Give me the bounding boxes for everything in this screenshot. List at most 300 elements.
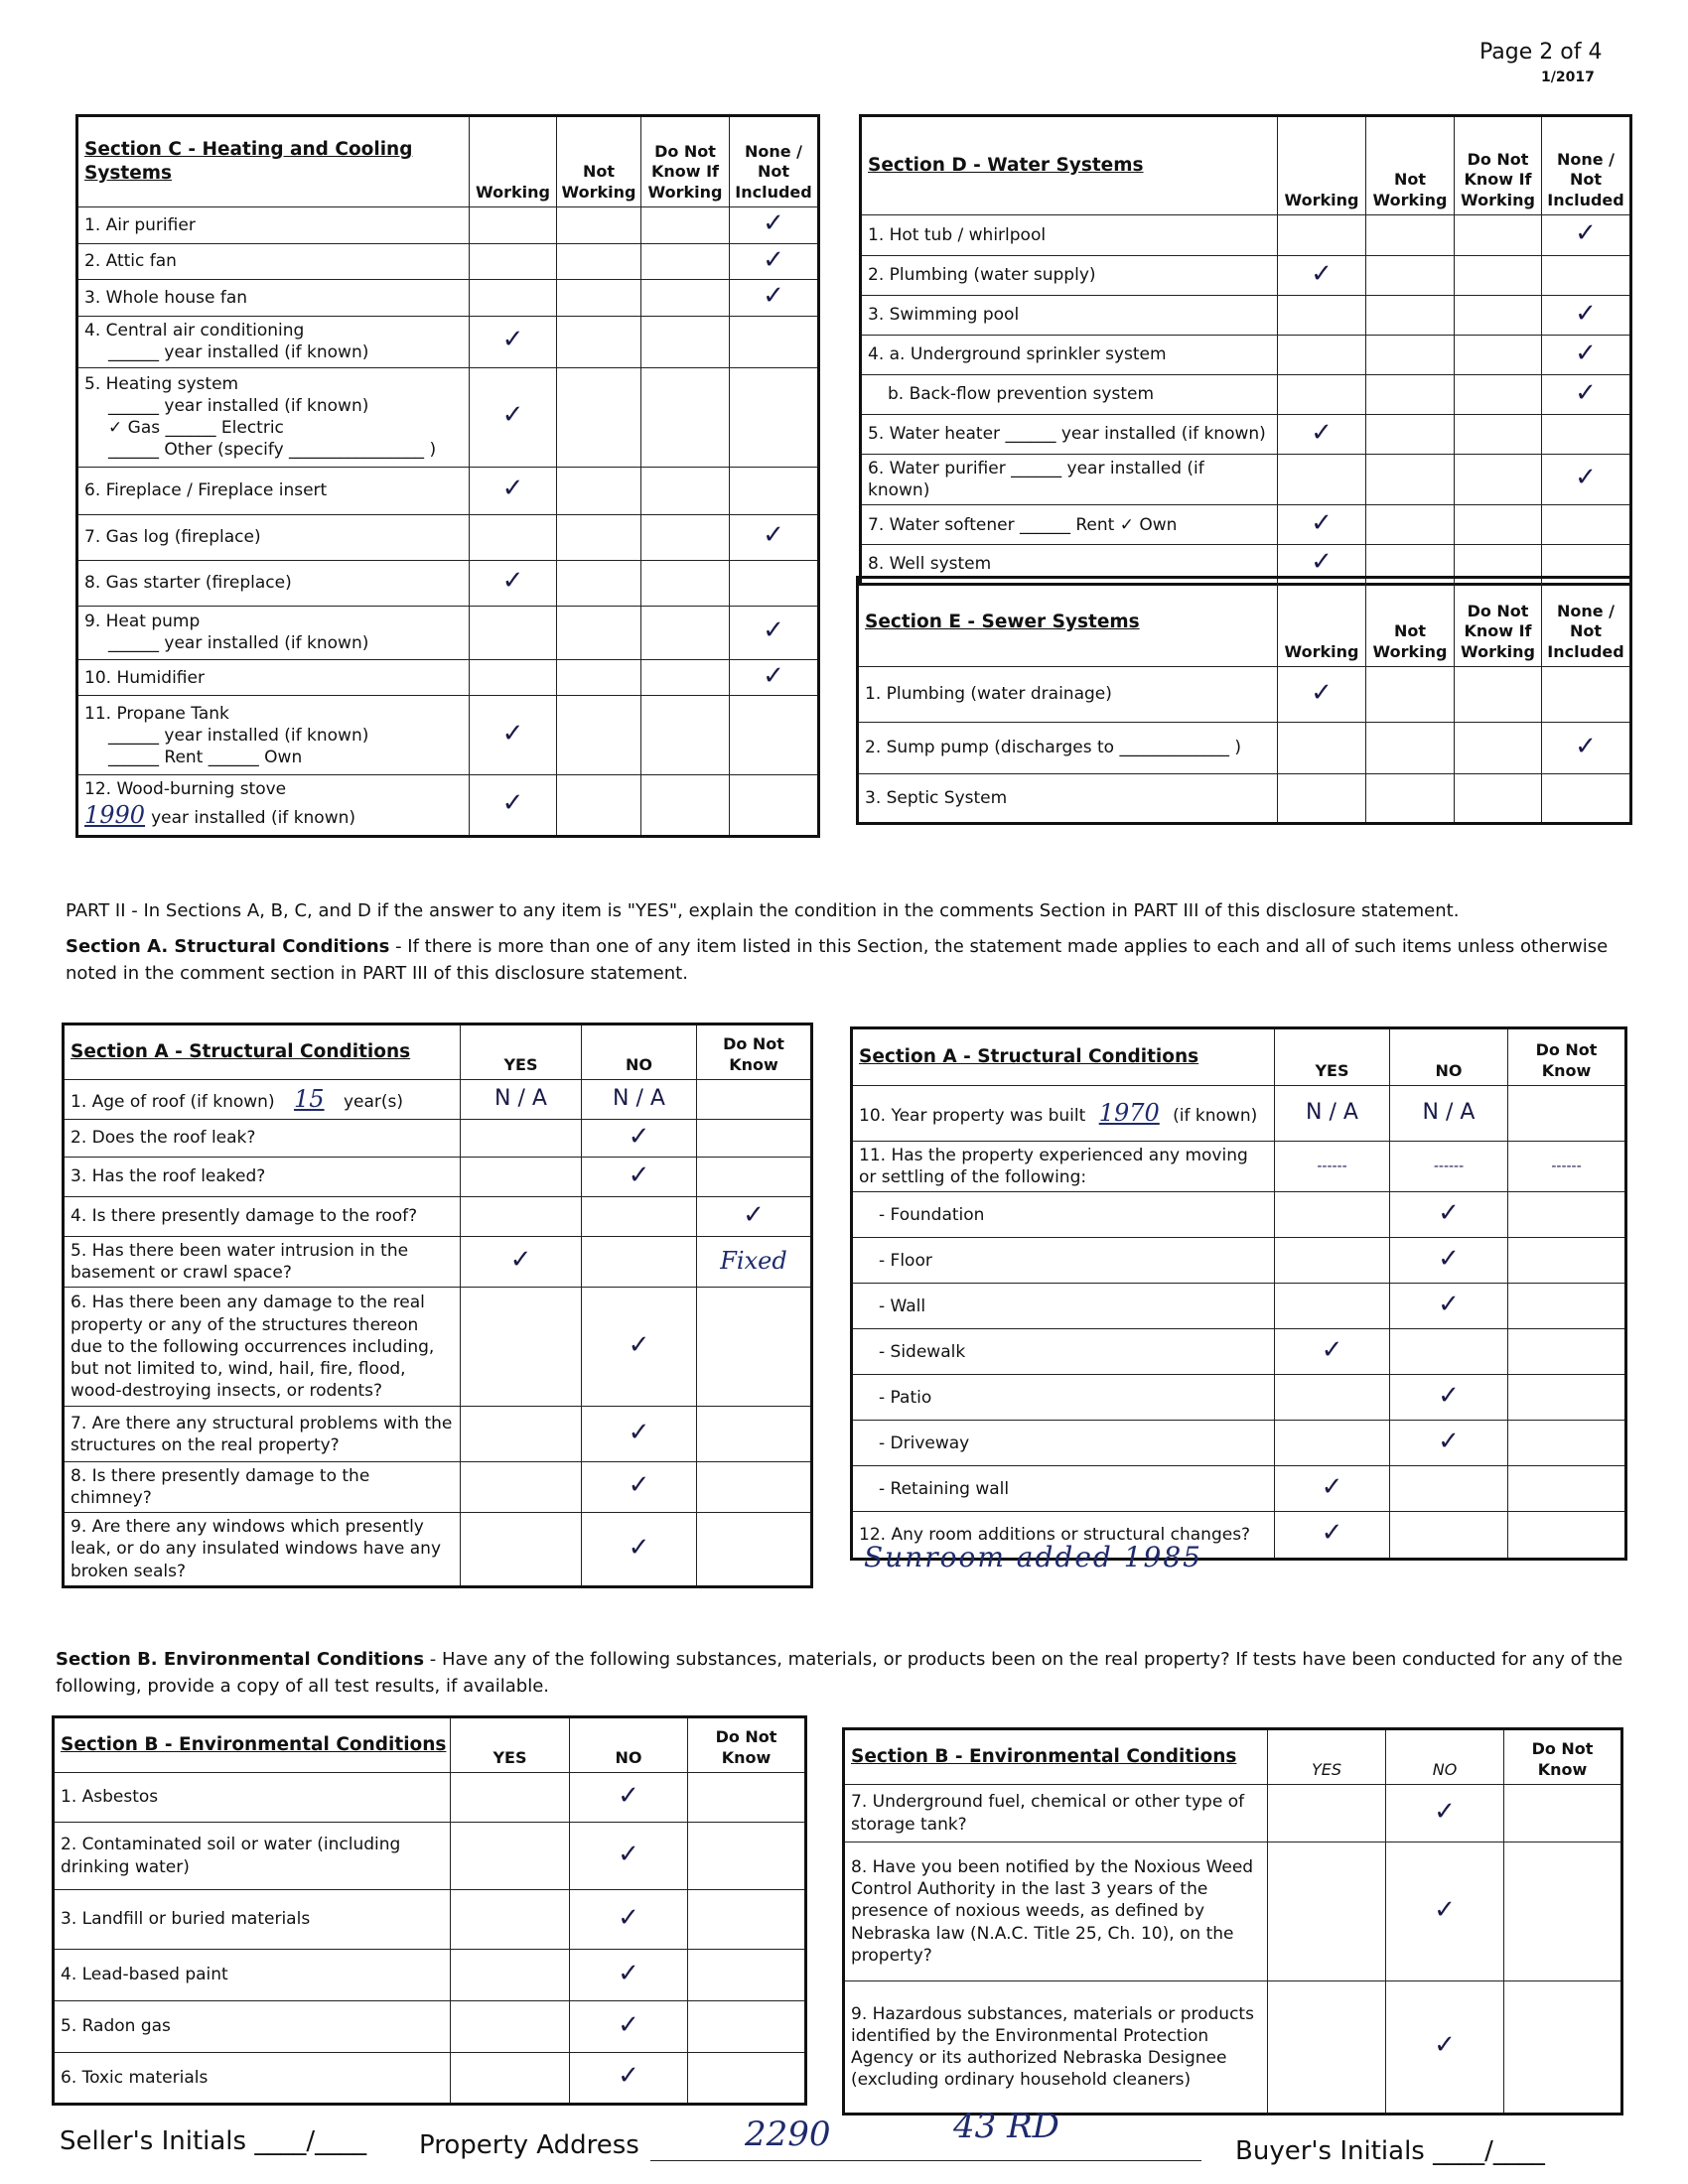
checkmark-icon: ✓: [1575, 377, 1597, 408]
answer-cell[interactable]: [688, 2053, 806, 2105]
item-label-line: 3. Whole house fan: [84, 287, 248, 308]
answer-cell[interactable]: [1366, 415, 1455, 455]
table-row: [77, 243, 819, 280]
answer-cell[interactable]: [461, 1462, 582, 1513]
item-label-line: 1. Air purifier: [84, 214, 196, 235]
col-do-not-know: Do Not Know: [1504, 1729, 1622, 1785]
col-not-working: Not Working: [1366, 578, 1455, 667]
answer-cell[interactable]: [557, 775, 641, 836]
answer-cell[interactable]: [730, 560, 819, 606]
answer-cell[interactable]: [641, 560, 730, 606]
table-row: [852, 1375, 1626, 1421]
answer-cell[interactable]: [1508, 1238, 1626, 1284]
answer-cell[interactable]: [451, 1950, 570, 2001]
answer-cell[interactable]: [470, 467, 557, 514]
answer-cell[interactable]: [557, 467, 641, 514]
answer-cell[interactable]: [730, 696, 819, 775]
item-label: [77, 367, 470, 467]
answer-cell[interactable]: [641, 467, 730, 514]
property-address-line[interactable]: [650, 2160, 1201, 2161]
answer-cell[interactable]: [641, 659, 730, 696]
answer-cell[interactable]: [1366, 505, 1455, 545]
checkmark-icon: ✓: [1434, 2030, 1456, 2061]
answer-cell[interactable]: [470, 243, 557, 280]
item-label: [858, 774, 1278, 824]
answer-cell[interactable]: [641, 207, 730, 244]
section-b-intro: [56, 1646, 1634, 1700]
checkmark-icon: ✓: [1438, 1289, 1460, 1319]
answer-cell[interactable]: [1268, 1981, 1386, 2115]
answer-cell[interactable]: [557, 696, 641, 775]
answer-cell[interactable]: [641, 775, 730, 836]
item-label: [64, 1120, 461, 1158]
answer-cell[interactable]: [1390, 1284, 1508, 1329]
answer-cell[interactable]: [1508, 1192, 1626, 1238]
answer-cell[interactable]: [582, 1237, 697, 1288]
item-label: [54, 1950, 451, 2001]
property-address-street: 43 RD: [953, 2107, 1059, 2146]
answer-cell[interactable]: [730, 316, 819, 367]
col-no: NO: [570, 1717, 688, 1773]
answer-cell[interactable]: [1504, 1785, 1622, 1843]
additions-note: Sunroom added 1985: [864, 1541, 1202, 1573]
item-label: [861, 505, 1278, 545]
property-address-number: 2290: [745, 2115, 831, 2154]
answer-cell[interactable]: [1455, 774, 1542, 824]
table-row: [64, 1197, 812, 1237]
answer-cell[interactable]: [451, 1773, 570, 1823]
answer-cell[interactable]: [1542, 723, 1631, 774]
answer-cell[interactable]: [641, 514, 730, 560]
item-label-line: ______ year installed (if known): [108, 725, 369, 746]
answer-cell[interactable]: [461, 1120, 582, 1158]
answer-cell[interactable]: [557, 514, 641, 560]
checkmark-icon: ✓: [1321, 1518, 1343, 1549]
checkmark-icon: ✓: [1311, 417, 1333, 448]
item-label-line: - Sidewalk: [879, 1341, 966, 1362]
item-label: [861, 415, 1278, 455]
answer-cell[interactable]: [1275, 1512, 1390, 1560]
answer-cell[interactable]: [688, 1950, 806, 2001]
item-label-line: 8. Have you been notified by the Noxious Weed Control Authority in the last 3 years of the presence of noxious weeds, as defined by Nebraska law (N.A.C. Title 25, Ch. 10), on the property?: [851, 1857, 1254, 1966]
table-row: [861, 455, 1631, 505]
answer-cell[interactable]: [1278, 296, 1366, 336]
checkmark-icon: ✓: [1311, 547, 1333, 578]
answer-cell[interactable]: [570, 2053, 688, 2105]
answer-cell[interactable]: [1508, 1329, 1626, 1375]
answer-cell[interactable]: [1542, 215, 1631, 256]
answer-cell[interactable]: [1390, 1329, 1508, 1375]
answer-cell[interactable]: [1542, 336, 1631, 375]
checkmark-icon: ✓: [763, 281, 784, 312]
section-c-table: [75, 114, 820, 838]
item-label-line: - Wall: [879, 1296, 926, 1316]
answer-cell[interactable]: [641, 606, 730, 659]
item-label-line: ______ year installed (if known): [108, 342, 369, 363]
answer-cell[interactable]: [688, 2001, 806, 2053]
answer-cell[interactable]: [557, 659, 641, 696]
answer-cell[interactable]: [461, 1237, 582, 1288]
item-label-line: 8. Is there presently damage to the chimney?: [70, 1466, 370, 1509]
answer-cell[interactable]: [570, 1890, 688, 1950]
answer-cell[interactable]: [730, 207, 819, 244]
answer-cell[interactable]: [1366, 375, 1455, 415]
answer-cell[interactable]: [1390, 1375, 1508, 1421]
answer-cell[interactable]: [1366, 215, 1455, 256]
answer-cell[interactable]: [1455, 336, 1542, 375]
answer-cell[interactable]: [730, 514, 819, 560]
checkmark-icon: ✓: [1311, 507, 1333, 538]
answer-cell[interactable]: [1278, 505, 1366, 545]
col-yes: YES: [461, 1024, 582, 1080]
item-label: [77, 696, 470, 775]
table-row: [77, 514, 819, 560]
answer-cell[interactable]: [1278, 375, 1366, 415]
item-label-line: 8. Gas starter (fireplace): [84, 573, 292, 594]
item-label: [852, 1192, 1275, 1238]
item-label-line: 8. Well system: [868, 554, 992, 575]
answer-cell[interactable]: [1455, 455, 1542, 505]
table-row: [858, 723, 1631, 774]
answer-cell[interactable]: [1542, 774, 1631, 824]
table-row: [844, 1785, 1622, 1843]
answer-cell[interactable]: [461, 1197, 582, 1237]
answer-cell[interactable]: [1386, 1843, 1504, 1981]
table-row: [64, 1080, 812, 1120]
buyer-initials[interactable]: Buyer's Initials ____/____: [1235, 2136, 1545, 2166]
checkmark-icon: ✓: [1438, 1426, 1460, 1456]
item-label-line: 5. Heating system: [84, 374, 239, 395]
item-label-line: ______ year installed (if known): [108, 633, 369, 654]
answer-cell[interactable]: [697, 1407, 812, 1462]
checkmark-icon: ✓: [763, 660, 784, 691]
answer-cell[interactable]: [1366, 455, 1455, 505]
answer-cell[interactable]: [1504, 1843, 1622, 1981]
answer-cell[interactable]: [1455, 215, 1542, 256]
answer-cell[interactable]: [1390, 1466, 1508, 1512]
item-label: [844, 1981, 1268, 2115]
answer-cell[interactable]: [1278, 215, 1366, 256]
item-label-line: 6. Water purifier ______ year installed (if known): [868, 459, 1204, 501]
answer-cell[interactable]: [570, 1823, 688, 1890]
answer-cell[interactable]: [697, 1158, 812, 1197]
section-a-table-left: [62, 1023, 813, 1588]
settling-question: 11. Has the property experienced any moving or settling of the following:: [852, 1142, 1275, 1192]
table-row: [77, 696, 819, 775]
table-row: [852, 1192, 1626, 1238]
yes-cell: N / A: [1275, 1086, 1390, 1142]
answer-cell[interactable]: [697, 1288, 812, 1407]
answer-cell[interactable]: [1366, 336, 1455, 375]
answer-cell[interactable]: [1278, 667, 1366, 723]
answer-cell[interactable]: [697, 1120, 812, 1158]
answer-cell[interactable]: [1278, 455, 1366, 505]
table-row: [77, 467, 819, 514]
answer-cell[interactable]: [1508, 1466, 1626, 1512]
dnk-cell: [1508, 1086, 1626, 1142]
answer-cell[interactable]: [557, 280, 641, 317]
checkmark-icon: ✓: [501, 719, 524, 750]
checkmark-icon: ✓: [618, 2061, 639, 2092]
table-row: [852, 1421, 1626, 1466]
answer-cell[interactable]: [582, 1288, 697, 1407]
table-row: [861, 296, 1631, 336]
answer-cell[interactable]: [1390, 1512, 1508, 1560]
section-b-title: Section B - Environmental Conditions: [844, 1729, 1268, 1785]
answer-cell[interactable]: [1278, 415, 1366, 455]
answer-cell[interactable]: [1390, 1421, 1508, 1466]
checkmark-icon: ✓: [618, 1958, 639, 1988]
item-label-line: - Foundation: [879, 1204, 985, 1225]
table-row: [77, 606, 819, 659]
answer-cell[interactable]: [1542, 375, 1631, 415]
dnk-cell: [697, 1080, 812, 1120]
table-row: [844, 1843, 1622, 1981]
answer-cell[interactable]: [730, 280, 819, 317]
item-label: [861, 336, 1278, 375]
item-label: [852, 1284, 1275, 1329]
item-label-line: - Floor: [879, 1250, 932, 1271]
answer-cell[interactable]: [730, 367, 819, 467]
answer-cell[interactable]: [1504, 1981, 1622, 2115]
answer-cell[interactable]: [730, 243, 819, 280]
page-number: Page 2 of 4: [1479, 40, 1603, 65]
answer-cell[interactable]: [470, 280, 557, 317]
yes-cell: N / A: [461, 1080, 582, 1120]
answer-cell[interactable]: [641, 243, 730, 280]
answer-cell[interactable]: [730, 606, 819, 659]
col-working: Working: [1278, 578, 1366, 667]
checkmark-icon: ✓: [1438, 1243, 1460, 1274]
answer-cell[interactable]: [570, 1773, 688, 1823]
answer-cell[interactable]: [1455, 375, 1542, 415]
table-row: [77, 560, 819, 606]
answer-cell[interactable]: [1275, 1375, 1390, 1421]
checkmark-icon: ✓: [501, 400, 524, 431]
no-cell: ------: [1390, 1142, 1508, 1192]
answer-cell[interactable]: [461, 1288, 582, 1407]
item-label-line: 2. Contaminated soil or water (including drinking water): [61, 1835, 401, 1877]
answer-cell[interactable]: [461, 1513, 582, 1586]
answer-cell[interactable]: [470, 560, 557, 606]
answer-cell[interactable]: [557, 207, 641, 244]
answer-cell[interactable]: [1508, 1421, 1626, 1466]
item-label-line: ✓ Gas ______ Electric: [108, 418, 284, 439]
answer-cell[interactable]: [1278, 774, 1366, 824]
table-row: [54, 1773, 806, 1823]
answer-cell[interactable]: [697, 1462, 812, 1513]
col-not-working: Not Working: [1366, 116, 1455, 215]
answer-cell[interactable]: [1390, 1192, 1508, 1238]
table-row: [77, 280, 819, 317]
no-cell: N / A: [1390, 1086, 1508, 1142]
answer-cell[interactable]: [1268, 1785, 1386, 1843]
table-row: [852, 1466, 1626, 1512]
answer-cell[interactable]: [461, 1407, 582, 1462]
item-label: [77, 467, 470, 514]
checkmark-icon: ✓: [628, 1121, 650, 1152]
answer-cell[interactable]: [570, 2001, 688, 2053]
answer-cell[interactable]: [1508, 1284, 1626, 1329]
table-row: [64, 1120, 812, 1158]
answer-cell[interactable]: [1275, 1329, 1390, 1375]
item-label-line: 12. Wood-burning stove: [84, 779, 287, 800]
checkmark-icon: ✓: [1575, 218, 1597, 249]
answer-cell[interactable]: [582, 1407, 697, 1462]
col-no: NO: [582, 1024, 697, 1080]
answer-cell[interactable]: [1275, 1421, 1390, 1466]
answer-cell[interactable]: [1455, 415, 1542, 455]
answer-cell[interactable]: [470, 316, 557, 367]
checkmark-icon: ✓: [501, 325, 524, 355]
answer-cell[interactable]: [1455, 296, 1542, 336]
answer-cell[interactable]: [641, 280, 730, 317]
checkmark-icon: ✓: [628, 1329, 650, 1360]
answer-cell[interactable]: [730, 659, 819, 696]
answer-cell[interactable]: [470, 775, 557, 836]
col-yes: YES: [1275, 1028, 1390, 1086]
answer-cell[interactable]: [1542, 505, 1631, 545]
item-label-line: 11. Propane Tank: [84, 703, 229, 724]
answer-cell[interactable]: [1278, 336, 1366, 375]
item-label: [64, 1288, 461, 1407]
table-row: [77, 316, 819, 367]
answer-cell[interactable]: [1275, 1238, 1390, 1284]
answer-cell[interactable]: [557, 560, 641, 606]
seller-initials[interactable]: Seller's Initials ____/____: [60, 2126, 367, 2156]
item-label: [54, 2001, 451, 2053]
answer-cell[interactable]: [557, 243, 641, 280]
col-no: NO: [1390, 1028, 1508, 1086]
item-label: [77, 280, 470, 317]
answer-cell[interactable]: [470, 367, 557, 467]
item-label: [852, 1421, 1275, 1466]
item-label-line: 4. Is there presently damage to the roof?: [70, 1206, 418, 1227]
table-row: [852, 1086, 1626, 1142]
answer-cell[interactable]: [688, 1823, 806, 1890]
answer-cell[interactable]: [470, 207, 557, 244]
answer-cell[interactable]: [1542, 667, 1631, 723]
answer-cell[interactable]: [697, 1513, 812, 1586]
checkmark-icon: ✓: [763, 244, 784, 275]
col-none: None / Not Included: [730, 116, 819, 207]
answer-cell[interactable]: [582, 1120, 697, 1158]
answer-cell[interactable]: [470, 606, 557, 659]
answer-cell[interactable]: [1455, 667, 1542, 723]
answer-cell[interactable]: [1366, 774, 1455, 824]
answer-cell[interactable]: [688, 1773, 806, 1823]
answer-cell[interactable]: [1275, 1466, 1390, 1512]
answer-cell[interactable]: [1508, 1375, 1626, 1421]
answer-cell[interactable]: [1366, 723, 1455, 774]
answer-cell[interactable]: [1542, 415, 1631, 455]
table-row: [54, 1890, 806, 1950]
answer-cell[interactable]: [570, 1950, 688, 2001]
table-row: [64, 1462, 812, 1513]
answer-cell[interactable]: [451, 2001, 570, 2053]
item-label: [852, 1329, 1275, 1375]
checkmark-icon: ✓: [628, 1417, 650, 1447]
answer-cell[interactable]: [461, 1158, 582, 1197]
answer-cell[interactable]: [1366, 296, 1455, 336]
answer-cell[interactable]: [582, 1462, 697, 1513]
item-label-line: [84, 800, 463, 831]
answer-cell[interactable]: [1366, 667, 1455, 723]
answer-cell[interactable]: [1275, 1192, 1390, 1238]
item-label: [54, 2053, 451, 2105]
answer-cell[interactable]: [1366, 256, 1455, 296]
answer-cell[interactable]: [641, 367, 730, 467]
table-row: [64, 1158, 812, 1197]
answer-cell[interactable]: [1386, 1785, 1504, 1843]
answer-cell[interactable]: [1455, 256, 1542, 296]
item-label: [844, 1843, 1268, 1981]
answer-cell[interactable]: [1278, 256, 1366, 296]
roof-age-label: 1. Age of roof (if known) 15 year(s): [64, 1080, 461, 1120]
col-do-not-know: Do Not Know: [688, 1717, 806, 1773]
answer-cell[interactable]: [730, 775, 819, 836]
answer-cell[interactable]: [1268, 1843, 1386, 1981]
checkmark-icon: ✓: [743, 1199, 765, 1230]
item-label: [64, 1158, 461, 1197]
answer-cell[interactable]: [1390, 1238, 1508, 1284]
answer-cell[interactable]: [557, 316, 641, 367]
answer-cell[interactable]: [1275, 1284, 1390, 1329]
handwritten-note: Fixed: [720, 1247, 787, 1276]
answer-cell[interactable]: [1278, 723, 1366, 774]
answer-cell[interactable]: [451, 1890, 570, 1950]
answer-cell[interactable]: [451, 2053, 570, 2105]
table-row: [64, 1513, 812, 1586]
table-row: [858, 774, 1631, 824]
answer-cell[interactable]: [1508, 1512, 1626, 1560]
answer-cell[interactable]: [697, 1197, 812, 1237]
item-label-line: 3. Swimming pool: [868, 305, 1020, 326]
answer-cell[interactable]: [557, 367, 641, 467]
answer-cell[interactable]: [451, 1823, 570, 1890]
part-ii-intro: PART II - In Sections A, B, C, and D if the answer to any item is "YES", explain the condition in the comments Section in PART III of this disclosure statement.: [66, 900, 1460, 921]
answer-cell[interactable]: [1455, 505, 1542, 545]
item-label: [858, 667, 1278, 723]
answer-cell[interactable]: [582, 1158, 697, 1197]
item-label-line: 1. Hot tub / whirlpool: [868, 224, 1047, 245]
answer-cell[interactable]: [470, 514, 557, 560]
answer-cell[interactable]: [730, 467, 819, 514]
answer-cell[interactable]: [1386, 1981, 1504, 2115]
checkmark-icon: ✓: [763, 208, 784, 238]
item-label: [77, 560, 470, 606]
item-label: [77, 514, 470, 560]
answer-cell[interactable]: [697, 1237, 812, 1288]
col-yes: YES: [1268, 1729, 1386, 1785]
table-row: [54, 1950, 806, 2001]
answer-cell[interactable]: [557, 606, 641, 659]
answer-cell[interactable]: [1542, 256, 1631, 296]
answer-cell[interactable]: [470, 659, 557, 696]
answer-cell[interactable]: [1455, 723, 1542, 774]
table-row: [77, 207, 819, 244]
answer-cell[interactable]: [641, 316, 730, 367]
answer-cell[interactable]: [1542, 455, 1631, 505]
answer-cell[interactable]: [470, 696, 557, 775]
dnk-cell: ------: [1508, 1142, 1626, 1192]
handwritten-year: 1990: [84, 801, 146, 830]
answer-cell[interactable]: [582, 1197, 697, 1237]
answer-cell[interactable]: [688, 1890, 806, 1950]
answer-cell[interactable]: [641, 696, 730, 775]
answer-cell[interactable]: [582, 1513, 697, 1586]
answer-cell[interactable]: [1542, 296, 1631, 336]
